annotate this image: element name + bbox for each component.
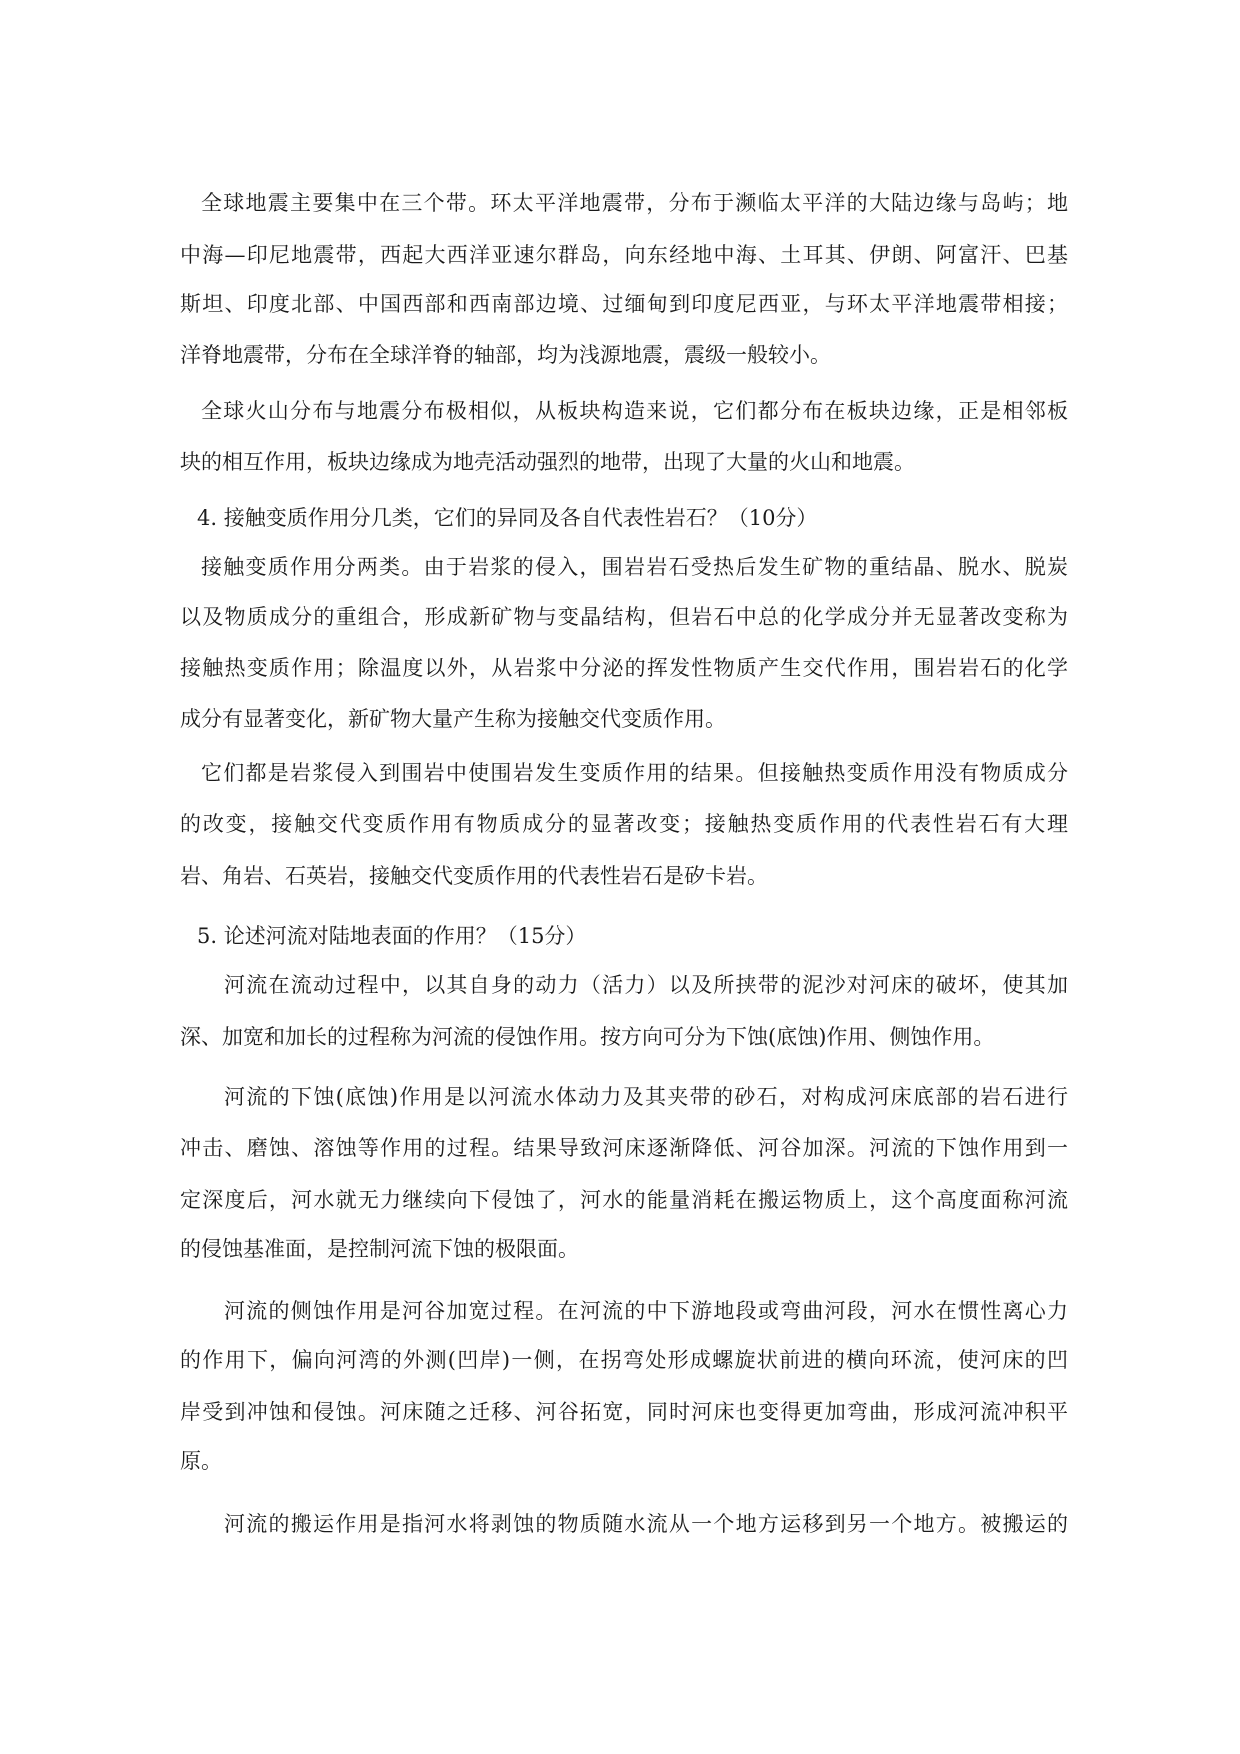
text-line: 的侵蚀基准面，是控制河流下蚀的极限面。 [180,1237,579,1261]
text-line: 河流的搬运作用是指河水将剥蚀的物质随水流从一个地方运移到另一个地方。被搬运的 [224,1512,1068,1536]
text-line: 接触变质作用分两类。由于岩浆的侵入，围岩岩石受热后发生矿物的重结晶、脱水、脱炭 [201,555,1068,579]
question-heading: 5. 论述河流对陆地表面的作用？（15分） [197,924,587,948]
text-line: 河流的侧蚀作用是河谷加宽过程。在河流的中下游地段或弯曲河段，河水在惯性离心力 [224,1299,1068,1323]
text-line: 岸受到冲蚀和侵蚀。河床随之迁移、河谷拓宽，同时河床也变得更加弯曲，形成河流冲积平 [180,1400,1068,1424]
text-line: 它们都是岩浆侵入到围岩中使围岩发生变质作用的结果。但接触热变质作用没有物质成分 [201,761,1068,785]
text-line: 深、加宽和加长的过程称为河流的侵蚀作用。按方向可分为下蚀(底蚀)作用、侧蚀作用。 [180,1025,995,1049]
text-line: 冲击、磨蚀、溶蚀等作用的过程。结果导致河床逐渐降低、河谷加深。河流的下蚀作用到一 [180,1136,1068,1160]
text-line: 河流在流动过程中，以其自身的动力（活力）以及所挟带的泥沙对河床的破坏，使其加 [224,973,1068,997]
text-line: 岩、角岩、石英岩，接触交代变质作用的代表性岩石是矽卡岩。 [180,864,768,888]
text-line: 原。 [180,1449,222,1473]
text-line: 全球地震主要集中在三个带。环太平洋地震带，分布于濒临太平洋的大陆边缘与岛屿；地 [201,191,1068,215]
text-line: 河流的下蚀(底蚀)作用是以河流水体动力及其夹带的砂石，对构成河床底部的岩石进行 [224,1085,1068,1109]
text-line: 定深度后，河水就无力继续向下侵蚀了，河水的能量消耗在搬运物质上，这个高度面称河流 [180,1188,1068,1212]
text-line: 的改变，接触交代变质作用有物质成分的显著改变；接触热变质作用的代表性岩石有大理 [180,812,1068,836]
text-line: 成分有显著变化，新矿物大量产生称为接触交代变质作用。 [180,707,726,731]
text-line: 洋脊地震带，分布在全球洋脊的轴部，均为浅源地震，震级一般较小。 [180,343,831,367]
text-line: 全球火山分布与地震分布极相似，从板块构造来说，它们都分布在板块边缘，正是相邻板 [201,399,1068,423]
text-line: 以及物质成分的重组合，形成新矿物与变晶结构，但岩石中总的化学成分并无显著改变称为 [180,605,1068,629]
text-line: 中海—印尼地震带，西起大西洋亚速尔群岛，向东经地中海、土耳其、伊朗、阿富汗、巴基 [180,243,1068,267]
text-line: 块的相互作用，板块边缘成为地壳活动强烈的地带，出现了大量的火山和地震。 [180,450,915,474]
text-line: 接触热变质作用；除温度以外，从岩浆中分泌的挥发性物质产生交代作用，围岩岩石的化学 [180,656,1068,680]
question-heading: 4. 接触变质作用分几类，它们的异同及各自代表性岩石？（10分） [197,506,818,530]
text-line: 斯坦、印度北部、中国西部和西南部边境、过缅甸到印度尼西亚，与环太平洋地震带相接； [180,292,1068,316]
text-line: 的作用下，偏向河湾的外测(凹岸)一侧，在拐弯处形成螺旋状前进的横向环流，使河床的凹 [180,1348,1068,1372]
